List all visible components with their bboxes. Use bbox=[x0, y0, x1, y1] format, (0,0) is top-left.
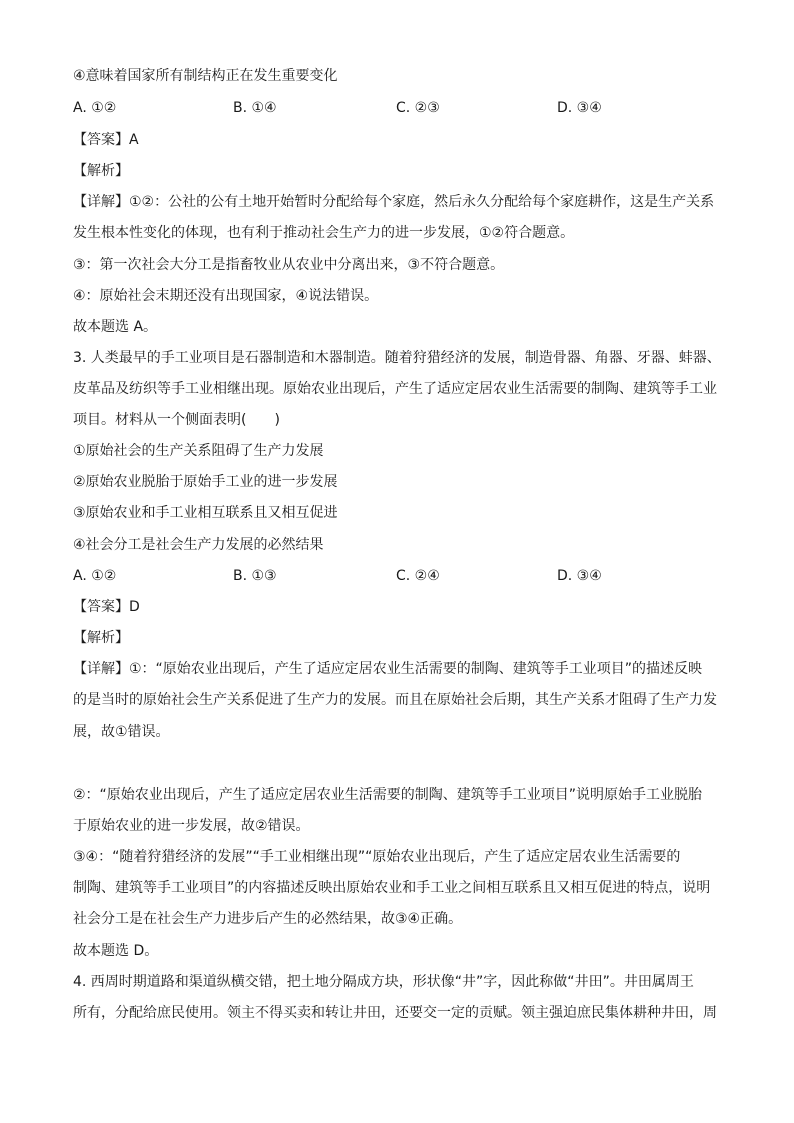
q2-detail-line: ③：第一次社会大分工是指畜牧业从农业中分离出来，③不符合题意。 bbox=[73, 257, 505, 273]
q3-detail-line: 于原始农业的进一步发展，故②错误。 bbox=[73, 818, 310, 834]
q3-detail-line: ②：“原始农业出现后，产生了适应定居农业生活需要的制陶、建筑等手工业项目”说明原始手工业脱胎 bbox=[73, 787, 703, 803]
q3-detail-line: 制陶、建筑等手工业项目”的内容描述反映出原始农业和手工业之间相互联系且又相互促进的特点，说明 bbox=[73, 880, 711, 896]
q3-conclusion: 故本题选 D。 bbox=[73, 943, 159, 959]
q3-answer: 【答案】D bbox=[73, 599, 140, 615]
q3-detail-line: 社会分工是在社会生产力进步后产生的必然结果，故③④正确。 bbox=[73, 911, 463, 927]
q3-detail-line: ③④：“随着狩猎经济的发展”“手工业相继出现”“原始农业出现后，产生了适应定居农业生活需要的 bbox=[73, 849, 681, 865]
q2-option-c: C. ②③ bbox=[396, 100, 440, 116]
q3-option-d: D. ③④ bbox=[557, 568, 602, 584]
q3-option-a: A. ①② bbox=[73, 568, 117, 584]
q2-detail-line: ④：原始社会末期还没有出现国家，④说法错误。 bbox=[73, 288, 379, 304]
q2-option-d: D. ③④ bbox=[557, 100, 602, 116]
q3-item-2: ②原始农业脱胎于原始手工业的进一步发展 bbox=[73, 474, 338, 490]
q3-item-1: ①原始社会的生产关系阻碍了生产力发展 bbox=[73, 443, 324, 459]
q3-item-4: ④社会分工是社会生产力发展的必然结果 bbox=[73, 537, 324, 553]
q3-option-c: C. ②④ bbox=[396, 568, 440, 584]
q2-conclusion: 故本题选 A。 bbox=[73, 319, 158, 335]
q3-analysis-heading: 【解析】 bbox=[73, 630, 129, 646]
q3-detail-line: 【详解】①：“原始农业出现后，产生了适应定居农业生活需要的制陶、建筑等手工业项目”的描述反映 bbox=[73, 661, 703, 677]
q3-option-b: B. ①③ bbox=[233, 568, 277, 584]
q4-stem-line: 4. 西周时期道路和渠道纵横交错，把土地分隔成方块，形状像“井”字，因此称做“井田”。井田属周王 bbox=[73, 974, 694, 990]
q2-detail-line: 发生根本性变化的体现，也有利于推动社会生产力的进一步发展，①②符合题意。 bbox=[73, 225, 575, 241]
q3-detail-line: 展，故①错误。 bbox=[73, 724, 170, 740]
q3-stem-line: 3. 人类最早的手工业项目是石器制造和木器制造。随着狩猎经济的发展，制造骨器、角器、牙器、蚌器、 bbox=[73, 350, 721, 366]
q2-answer: 【答案】A bbox=[73, 132, 139, 148]
q3-detail-line: 的是当时的原始社会生产关系促进了生产力的发展。而且在原始社会后期，其生产关系才阻碍了生产力发 bbox=[73, 692, 717, 708]
q2-option-b: B. ①④ bbox=[233, 100, 277, 116]
q2-analysis-heading: 【解析】 bbox=[73, 163, 129, 179]
q3-stem-line: 皮革品及纺织等手工业相继出现。原始农业出现后，产生了适应定居农业生活需要的制陶、建筑等手工业 bbox=[73, 381, 717, 397]
q2-detail-line: 【详解】①②：公社的公有土地开始暂时分配给每个家庭，然后永久分配给每个家庭耕作，这是生产关系 bbox=[73, 194, 715, 210]
q3-item-3: ③原始农业和手工业相互联系且又相互促进 bbox=[73, 505, 338, 521]
q2-item-4: ④意味着国家所有制结构正在发生重要变化 bbox=[73, 68, 338, 84]
q2-option-a: A. ①② bbox=[73, 100, 117, 116]
q3-stem-line: 项目。材料从一个侧面表明( ) bbox=[73, 412, 280, 428]
q4-stem-line: 所有，分配给庶民使用。领主不得买卖和转让井田，还要交一定的贡赋。领主强迫庶民集体耕种井田，周 bbox=[73, 1005, 717, 1021]
